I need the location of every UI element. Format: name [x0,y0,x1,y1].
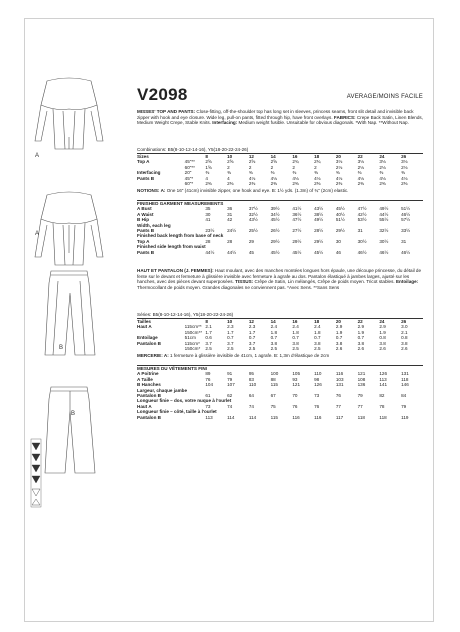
size-value: 126 [379,371,388,377]
size-value: 2 [248,164,252,170]
fabric-symbols [31,439,41,507]
row-label: B Hanches [137,382,161,388]
size-value: 30½ [357,238,367,244]
size-value: 3.0 [401,324,408,330]
subheading: Longueur finie – dos, votre nuque à l'ourlet [137,398,232,404]
size-value: 45 [248,249,254,255]
size-value: 45½ [292,249,302,255]
size-value: 28 [227,238,233,244]
notions-english: NOTIONS: A: One 16" (41cm) invisible zipper, one hook and eye. B: 1½ yds. (1.3m) of ¾" (2cm) elastic. [137,188,349,193]
size-value: ⅜ [357,170,362,176]
size-value: 57½ [401,217,411,223]
row-label: A Bust [137,206,152,212]
size-value: 113 [379,376,387,382]
yardage-table-french [137,318,423,351]
size-value: 0.7 [270,335,278,341]
size-value: 103 [335,376,344,382]
size-value: 4⅛ [292,175,299,181]
size-value: 77 [357,403,363,409]
size-value: 43½ [248,217,258,223]
size-value: 2 [227,164,230,170]
size-value: 2⅜ [270,181,278,187]
size-value: 1.8 [314,329,321,335]
size-value: 113 [205,414,213,420]
size-value: 0.7 [357,335,365,341]
technical-illustrations [25,19,123,623]
size-value: 28½ [314,228,324,234]
size-value: 2.5 [292,346,299,352]
fabric-width: 150cm* [184,346,201,352]
size-value: 46 [335,249,341,255]
pattern-header [137,85,423,107]
size-value: 2 [314,164,317,170]
size-value: 35 [205,206,211,212]
row-label: Haut A [137,324,152,330]
size-value: 76 [292,403,298,409]
size-value: 43½ [314,206,324,212]
combinations-french: Séries: B5(8-10-12-14-16), Y5(18-20-22-24-26) [137,312,234,317]
size-value: 64 [248,393,254,399]
size-value: 31 [357,228,363,234]
size-value: 24½ [227,228,237,234]
finished-title-french: MESURES DU VÊTEMENTS FINI [137,365,423,371]
size-value: 70 [292,393,298,399]
size-value: 93 [292,376,298,382]
size-value: ⅜ [314,170,318,176]
size-value: 42 [227,217,233,223]
size-value: 75 [270,403,276,409]
pants-b-back-drawing [45,387,95,473]
subheading: Largeur, chaque jambe [137,387,188,393]
size-value: 3⅛ [357,159,365,165]
size-value: 2.5 [248,346,256,352]
yardage-row [137,181,423,186]
size-value: 42½ [357,211,367,217]
size-value: 2.6 [357,346,365,352]
size-value: 79 [357,393,363,399]
size-value: 45½ [314,249,324,255]
size-value: 4⅛ [335,175,343,181]
size-value: 4 [205,175,208,181]
size-value: 78 [379,403,385,409]
size-value: 3.8 [335,340,343,346]
size-value: 2.3 [227,324,234,330]
size-value: 2.5 [270,346,278,352]
size-value: 2¾ [314,159,321,165]
size-value: 2⅛ [357,164,365,170]
size-value: ⅜ [379,170,384,176]
size-value: 40½ [335,211,345,217]
size-value: ⅜ [292,170,297,176]
size-value: 2.9 [357,324,365,330]
notions-french: MERCERIE: A: 1 fermeture à glissière invisible de 41cm, 1 agrafe. B: 1,3m d'élastique de 2cm [137,353,330,358]
size-value: 44½ [227,249,237,255]
size-value: 27½ [292,228,302,234]
size-value: 46½ [379,249,389,255]
size-value: 88 [270,376,276,382]
size-value: 2.9 [379,324,386,330]
size-value: 2⅜ [314,181,321,187]
size-value: 2.3 [248,324,256,330]
size-value: 4⅛ [248,175,256,181]
size-value: 61 [205,393,211,399]
size-value: 38½ [314,211,324,217]
size-value: 2⅝ [205,159,212,165]
size-value: 0.8 [401,335,408,341]
size-value: 3⅛ [379,159,386,165]
size-value: 84 [401,393,407,399]
yardage-table-english [137,153,423,186]
pants-b-front-drawing [45,271,95,355]
size-value: 3.7 [227,340,234,346]
size-value: 105 [292,371,301,377]
size-value: 46½ [401,211,411,217]
size-value: 98 [314,376,320,382]
size-value: 46½ [357,249,367,255]
measurement-row [137,415,423,420]
size-value: 2.4 [292,324,299,330]
size-value: 82 [379,393,385,399]
size-value: 2.6 [379,346,386,352]
fabric-width: 51cm [184,335,196,341]
size-value: 2⅜ [401,181,408,187]
size-value: 3.8 [357,340,365,346]
size-value: 0.8 [379,335,386,341]
size-value: 2⅝ [270,159,278,165]
size-value: 2⅜ [227,181,234,187]
size-value: 118 [379,414,387,420]
size-value: 114 [248,414,257,420]
sizes-row: Sizes 8 10 12 14 16 18 20 22 24 26 [137,154,423,160]
size-value: 46½ [401,249,411,255]
size-value: 115 [270,414,278,420]
size-value: 121 [357,371,366,377]
size-value: 62 [227,393,233,399]
description-french: HAUT ET PANTALON (J. FEMMES): Haut moulant, avec des manches montées longues hors épaule, une découpe princesse, du détail de fente sur le devant et fermeture à glissière invisible avec fermeture à agrafe au dos. Pantalon élastiqué à jambes larges, ajusté sur les hanches, avec des pièces devant superposées. TISSUS: Crêpe de Satin, Lin mélangés, Crêpe de poids moyen. Tricot stables. Entoilage: Thermocollant de poids moyen. Grandes diagonales ne conviennent pas. *Avec Sens. **Sans Sens [137,268,422,290]
size-value: 4⅛ [270,175,278,181]
size-value: 2.1 [401,329,408,335]
size-value: 74 [248,403,254,409]
size-value: 4 [227,175,230,181]
row-label: Pantalon B [137,393,161,399]
size-value: 36½ [292,211,302,217]
size-value: 74 [227,403,233,409]
fabric-width: 115cm** [184,324,202,330]
size-value: 116 [335,371,344,377]
size-value: 53½ [357,217,367,223]
size-value: ⅜ [270,170,275,176]
size-value: 4⅛ [401,175,408,181]
row-label: Pants B [137,249,155,255]
line-drawings [25,19,123,623]
size-value: 37½ [248,206,258,212]
size-value: 1⅝ [205,164,212,170]
size-value: 47½ [357,206,367,212]
size-value: 126 [314,382,322,388]
size-value: 3.7 [248,340,256,346]
size-value: 47½ [292,217,302,223]
description-english: MISSES' TOP AND PANTS: Close-fitting, off-the-shoulder top has long set in sleeves, princess seams, front slit detail and invisible back zipper with hook and eye closure. Wide leg, pull-on pants, fitted through hip, have front overlays. FABRICS: Crepe Back Satin, Linen Blends, Medium Weight Crepe, Stable Knits. Interfacing: Medium weight fusible. Unsuitable for obvious diagonals. *With Nap. **Without Nap. [137,109,423,125]
size-value: 3.8 [292,340,299,346]
size-value: 30 [205,211,211,217]
size-value: 2¾ [292,159,299,165]
size-value: 49½ [314,217,324,223]
subheading: Finished back length from base of neck [137,233,224,239]
size-value: 2.4 [314,324,321,330]
row-label: A Taille [137,376,153,382]
view-label-a-back: A [35,231,40,237]
size-value: 26½ [270,228,280,234]
size-value: 1.7 [227,329,234,335]
size-value: 0.7 [335,335,343,341]
size-value: 107 [227,382,235,388]
size-value: 1.9 [379,329,386,335]
size-value: 114 [227,414,235,420]
size-value: 83 [248,376,254,382]
size-value: 51½ [335,217,345,223]
size-value: 79 [401,403,407,409]
subheading: Finished side length from waist [137,244,206,250]
size-value: 0.6 [205,335,212,341]
size-value: 0.7 [227,335,234,341]
row-label [137,346,185,351]
row-label: Top A [137,238,150,244]
size-value: 32½ [248,211,258,217]
size-value: 29 [248,238,254,244]
size-value: 2⅜ [292,181,299,187]
row-label: Top A [137,159,150,165]
size-value: 131 [335,382,344,388]
size-value: 0.7 [314,335,321,341]
size-value: 116 [292,414,300,420]
row-label: Haut A [137,403,152,409]
row-label: A Waist [137,211,154,217]
size-value: 3.8 [314,340,321,346]
size-value: 29½ [270,238,280,244]
size-value: 32½ [379,228,389,234]
size-value: 121 [292,382,301,388]
size-value: 2⅜ [248,181,256,187]
size-value: 2⅛ [379,164,386,170]
row-label: Entoilage [137,335,158,341]
row-label: Interfacing [137,170,161,176]
size-value: 3⅛ [335,159,343,165]
measurement-row [137,250,423,255]
row-label [137,181,185,186]
size-value: 45½ [270,217,280,223]
size-value: 2⅛ [335,164,343,170]
finished-measurements-french [137,365,423,420]
size-value: 89 [205,371,211,377]
sizes-row: Tailles 8 10 12 14 16 18 20 22 24 26 [137,319,423,325]
size-value: 73 [314,393,320,399]
fabric-width: 20" [184,170,192,176]
view-label-b-front: B [59,345,64,351]
size-value: 119 [401,414,409,420]
size-value: 108 [357,376,366,382]
size-value: 3.8 [379,340,386,346]
size-value: 110 [314,371,322,377]
size-value: 118 [401,376,409,382]
size-value: 1.8 [270,329,278,335]
fabric-width: 60"* [184,181,194,187]
fabric-width: 60"** [184,164,195,170]
size-value: 110 [248,382,257,388]
size-value: 146 [401,382,409,388]
finished-title-english: FINISHED GARMENT MEASUREMENTS [137,200,423,206]
size-value: 4⅛ [357,175,365,181]
pattern-envelope-back [24,18,434,622]
view-label-b-back: B [71,411,76,417]
size-value: 31 [401,238,407,244]
size-value: 30 [335,238,341,244]
size-value: 118 [357,414,365,420]
size-value: 30½ [379,238,389,244]
size-value: ⅜ [205,170,210,176]
size-value: 45½ [270,249,280,255]
size-value: 2⅜ [205,181,212,187]
size-value: 44½ [379,211,389,217]
size-value: 4⅛ [379,175,386,181]
size-value: 51½ [401,206,411,212]
subheading: Longueur finie – côté, taille à l'ourlet [137,409,217,415]
size-value: 2⅜ [357,181,365,187]
size-value: 31 [227,211,233,217]
size-value: 2.5 [314,346,321,352]
row-label: Pantalon B [137,340,161,346]
size-value: 2⅝ [248,159,256,165]
row-label: Pants B [137,175,155,181]
fabric-width: 150cm** [184,329,203,335]
size-value: 2⅜ [335,181,343,187]
size-value: 1.8 [292,329,299,335]
size-value: 0.7 [292,335,299,341]
finished-measurements-english [137,200,423,255]
size-value: 2⅝ [227,159,234,165]
size-value: 49½ [379,206,389,212]
size-value: 1.7 [248,329,256,335]
size-value: 76 [335,393,341,399]
size-value: 0.7 [248,335,256,341]
size-value: 141 [379,382,388,388]
fabric-width: 115cm* [184,340,200,346]
size-value: 3.8 [270,340,278,346]
size-value: 100 [270,371,279,377]
size-value: 3⅛ [401,159,408,165]
size-value: 2⅜ [379,181,386,187]
size-value: 73 [205,403,211,409]
size-value: 4⅛ [314,175,321,181]
size-value: 41½ [292,206,302,212]
size-value: 29½ [292,238,302,244]
size-value: 2.5 [205,346,212,352]
row-label: Pants B [137,228,155,234]
difficulty-level: AVERAGE/MOINS FACILE [346,94,423,100]
size-value: 77 [335,403,341,409]
size-value: 23½ [205,228,215,234]
size-value: 1.9 [357,329,365,335]
top-a-back-drawing [35,192,103,265]
fabric-width: 45"** [184,159,195,165]
size-value: 91 [227,371,233,377]
size-value: 2⅛ [401,164,408,170]
size-value: 115 [270,382,278,388]
size-value: 2.6 [401,346,408,352]
size-value: 28 [205,238,211,244]
size-value: 39½ [270,206,280,212]
size-value: 25½ [248,228,258,234]
row-label: Pantalon B [137,414,161,420]
view-label-a-front: A [35,153,40,159]
size-value: 3.7 [205,340,212,346]
size-value: 116 [314,414,322,420]
size-value: 41 [205,217,211,223]
size-value: 117 [335,414,344,420]
fabric-width: 45"* [184,175,194,181]
size-value: 131 [401,371,409,377]
size-value: ⅜ [248,170,253,176]
size-value: 67 [270,393,276,399]
size-value: 1.9 [335,329,343,335]
size-value: 3.8 [401,340,408,346]
size-value: 44½ [205,249,215,255]
size-value: 76 [314,403,320,409]
size-value: 95 [248,371,254,377]
size-value: 33½ [401,228,411,234]
size-value: 79 [227,376,233,382]
size-value: ⅜ [401,170,405,176]
size-value: 2.4 [270,324,278,330]
row-label: A Poitrine [137,371,159,377]
size-value: 29½ [335,228,345,234]
size-value: 76 [205,376,211,382]
size-value: 2.9 [335,324,343,330]
subheading: Width, each leg [137,222,171,228]
size-value: 55½ [379,217,389,223]
size-value: 104 [205,382,214,388]
size-value: 29½ [314,238,324,244]
size-value: 2.5 [227,346,234,352]
size-value: 2.6 [335,346,343,352]
size-value: 45½ [335,206,345,212]
top-a-front-drawing [35,78,103,149]
combinations-english: Combinations: B5(8-10-12-14-16), Y5(18-20-22-24-26) [137,147,249,152]
size-value: 2.1 [205,324,212,330]
size-value: 36 [227,206,233,212]
size-value: 34½ [270,211,280,217]
size-value: 1.7 [205,329,212,335]
size-value: 2 [270,164,274,170]
size-value: ⅜ [335,170,340,176]
size-value: 136 [357,382,366,388]
size-value: 2 [292,164,295,170]
yardage-row [137,346,423,351]
size-value: ⅜ [227,170,231,176]
row-label: B Hip [137,217,149,223]
pattern-code: V2098 [137,85,188,104]
